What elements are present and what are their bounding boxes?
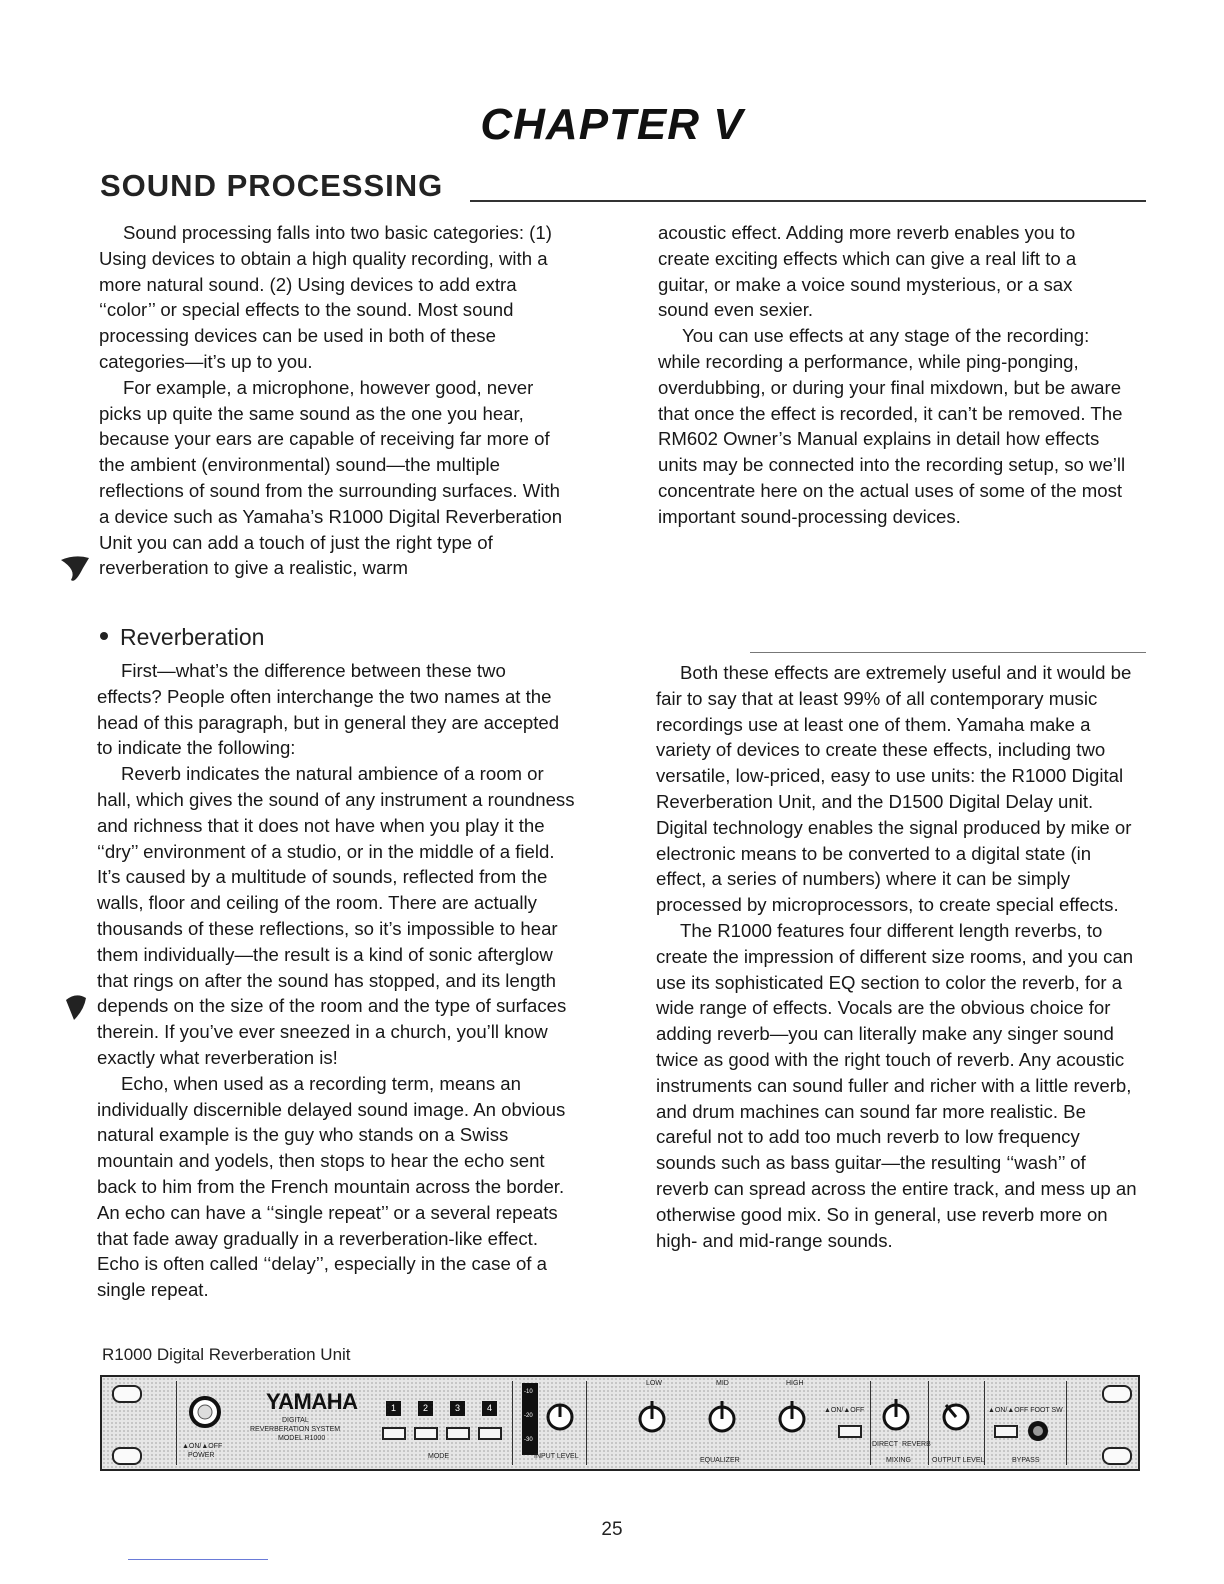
meter-scale-label: -30	[524, 1437, 533, 1443]
paragraph: You can use effects at any stage of the recording: while recording a performance, while ping-ponging, overdubbing, or during your final mixdown, but be aware that once the effect is recorded, it can’t be removed. The RM602 Owner’s Manual explains in detail how effects units may be connected into the recording setup, so we’ll concentrate here on the actual uses of some of the most important sound-processing devices.	[658, 325, 1126, 527]
body-right-column	[656, 660, 1138, 1253]
intro-right-column	[658, 220, 1128, 530]
mixing-direct-label: DIRECT	[872, 1441, 899, 1448]
subsection-title	[100, 624, 264, 651]
paragraph: First—what’s the difference between these two effects? People often interchange the two names at the head of this paragraph, but in general they are accepted to indicate the following:	[97, 660, 560, 759]
punch-mark-icon	[60, 992, 90, 1022]
punch-mark-icon	[57, 554, 93, 584]
paragraph: acoustic effect. Adding more reverb enables you to create exciting effects which can give a real lift to a guitar, or make a voice sound mysterious, or a sax sound even sexier.	[658, 222, 1077, 321]
paragraph: Both these effects are extremely useful and it would be fair to say that at least 99% of all contemporary music recordings use at least one of them. Yamaha make a variety of devices to create these effects, including two versatile, low-priced, easy to use units: the R1000 Digital Reverberation Unit, and the D1500 Digital Delay unit. Digital technology enables the signal produced by mike or electronic means to be converted to a digital state (in effect, a series of numbers) where it can be simply processed by microprocessors, to create special effects.	[656, 662, 1132, 916]
panel-divider	[928, 1381, 929, 1465]
mode-button-2: 2	[418, 1401, 433, 1416]
panel-divider	[176, 1381, 177, 1465]
eq-switch	[838, 1425, 862, 1438]
paragraph: Sound processing falls into two basic categories: (1) Using devices to obtain a high quality recording, with a more natural sound. (2) Using devices to add extra ‘‘color’’ or special effects to the sound. Most sound processing devices can be used in both of these categories—it’s up to you.	[99, 222, 552, 372]
rack-mount-hole	[112, 1385, 142, 1403]
eq-band-label: LOW	[646, 1380, 662, 1387]
eq-band-label: HIGH	[786, 1380, 804, 1387]
subsection-title-text: Reverberation	[120, 624, 265, 650]
eq-high-knob-icon	[774, 1399, 810, 1435]
chapter-heading: CHAPTER V	[480, 100, 744, 149]
bypass-indicator	[994, 1425, 1018, 1438]
model-line: DIGITAL	[282, 1417, 309, 1424]
eq-switch-label: ▲ON/▲OFF	[824, 1407, 865, 1414]
mode-button-3: 3	[450, 1401, 465, 1416]
subsection-rule	[750, 652, 1146, 653]
paragraph: For example, a microphone, however good, never picks up quite the same sound as the one you hear, because your ears are capable of receiving far more of the ambient (environmental) sound—the multiple reflections of sound from the surrounding surfaces. With a device such as Yamaha’s R1000 Digital Reverberation Unit you can add a touch of just the right type of reverberation to give a realistic, warm	[99, 376, 563, 579]
model-line: REVERBERATION SYSTEM	[250, 1426, 341, 1433]
eq-low-knob-icon	[634, 1399, 670, 1435]
section-rule	[470, 200, 1146, 202]
panel-divider	[512, 1381, 513, 1465]
page-number: 25	[601, 1519, 623, 1540]
mode-indicator	[478, 1427, 502, 1440]
rack-mount-hole	[112, 1447, 142, 1465]
panel-divider	[984, 1381, 985, 1465]
equalizer-label: EQUALIZER	[700, 1457, 740, 1464]
section-title: SOUND PROCESSING	[100, 168, 449, 204]
paragraph: Reverb indicates the natural ambience of a room or hall, which gives the sound of any instrument a roundness and richness that it does not have when you play it the ‘‘dry’’ environment of a studio, or in the middle of a field. It’s caused by a multitude of sounds, reflected from the walls, floor and ceiling of the room. There are actually thousands of these reflections, so it’s impossible to hear them individually—the result is a kind of sonic afterglow that rings on after the sound has stopped, and its length depends on the size of the room and the type of surfaces therein. If you’ve ever sneezed in a church, you’ll know exactly what reverberation is!	[97, 763, 575, 1068]
mixing-reverb-label: REVERB	[902, 1441, 931, 1448]
power-label: POWER	[188, 1452, 215, 1459]
meter-scale-label: -10	[524, 1389, 533, 1395]
mode-indicator	[446, 1427, 470, 1440]
panel-divider	[870, 1381, 871, 1465]
mixing-label: MIXING	[886, 1457, 911, 1464]
footer-rule	[128, 1559, 268, 1560]
rack-mount-hole	[1102, 1447, 1132, 1465]
bypass-button-icon	[1026, 1419, 1050, 1443]
paragraph: Echo, when used as a recording term, means an individually discernible delayed sound image. An obvious natural example is the guy who stands on a Swiss mountain and yodels, then stops to hear the echo sent back to him from the French mountain across the border. An echo can have a ‘‘single repeat’’ or a several repeats that fade away gradually in a reverberation-like effect. Echo is often called ‘‘delay’’, especially in the case of a single repeat.	[97, 1072, 566, 1301]
paragraph: The R1000 features four different length reverbs, to create the impression of different size rooms, and you can use its sophisticated EQ section to color the reverb, for a wide range of effects. Vocals are the obvious choice for adding reverb—you can literally make any singer sound twice as good with the right touch of reverb. Any acoustic instruments can sound fuller and richer with a little reverb, and drum machines can sound far more realistic. Be careful not to add too much reverb to low frequency sounds such as bass guitar—the resulting ‘‘wash’’ of reverb can spread across the entire track, and mess up an otherwise good mix. So in general, use reverb more on high- and mid-range sounds.	[656, 919, 1137, 1251]
mode-label: MODE	[428, 1453, 449, 1460]
output-level-knob-icon	[938, 1397, 974, 1433]
body-left-column	[97, 658, 575, 1303]
model-line: MODEL R1000	[278, 1435, 326, 1442]
section-heading-row	[100, 168, 1146, 208]
figure-caption: R1000 Digital Reverberation Unit	[102, 1345, 351, 1364]
bullet-icon	[100, 632, 108, 640]
power-button-icon	[188, 1395, 222, 1429]
subsection-heading-row	[100, 624, 1146, 660]
bypass-switch-label: ▲ON/▲OFF FOOT SW	[988, 1407, 1063, 1414]
r1000-front-panel	[100, 1375, 1140, 1471]
mode-button-4: 4	[482, 1401, 497, 1416]
brand-logo: YAMAHA	[266, 1389, 358, 1414]
bypass-label: BYPASS	[1012, 1457, 1040, 1464]
input-level-label: INPUT LEVEL	[534, 1453, 579, 1460]
panel-divider	[1066, 1381, 1067, 1465]
meter-scale-label: -20	[524, 1413, 533, 1419]
eq-band-label: MID	[716, 1380, 729, 1387]
intro-left-column	[99, 220, 569, 581]
rack-mount-hole	[1102, 1385, 1132, 1403]
mixing-knob-icon	[878, 1397, 914, 1433]
mode-button-1: 1	[386, 1401, 401, 1416]
eq-mid-knob-icon	[704, 1399, 740, 1435]
mode-indicator	[414, 1427, 438, 1440]
panel-divider	[586, 1381, 587, 1465]
mode-indicator	[382, 1427, 406, 1440]
input-level-meter	[522, 1383, 538, 1455]
input-level-knob-icon	[544, 1401, 576, 1433]
power-state-label: ▲ON/▲OFF	[182, 1443, 223, 1450]
output-level-label: OUTPUT LEVEL	[932, 1457, 985, 1464]
